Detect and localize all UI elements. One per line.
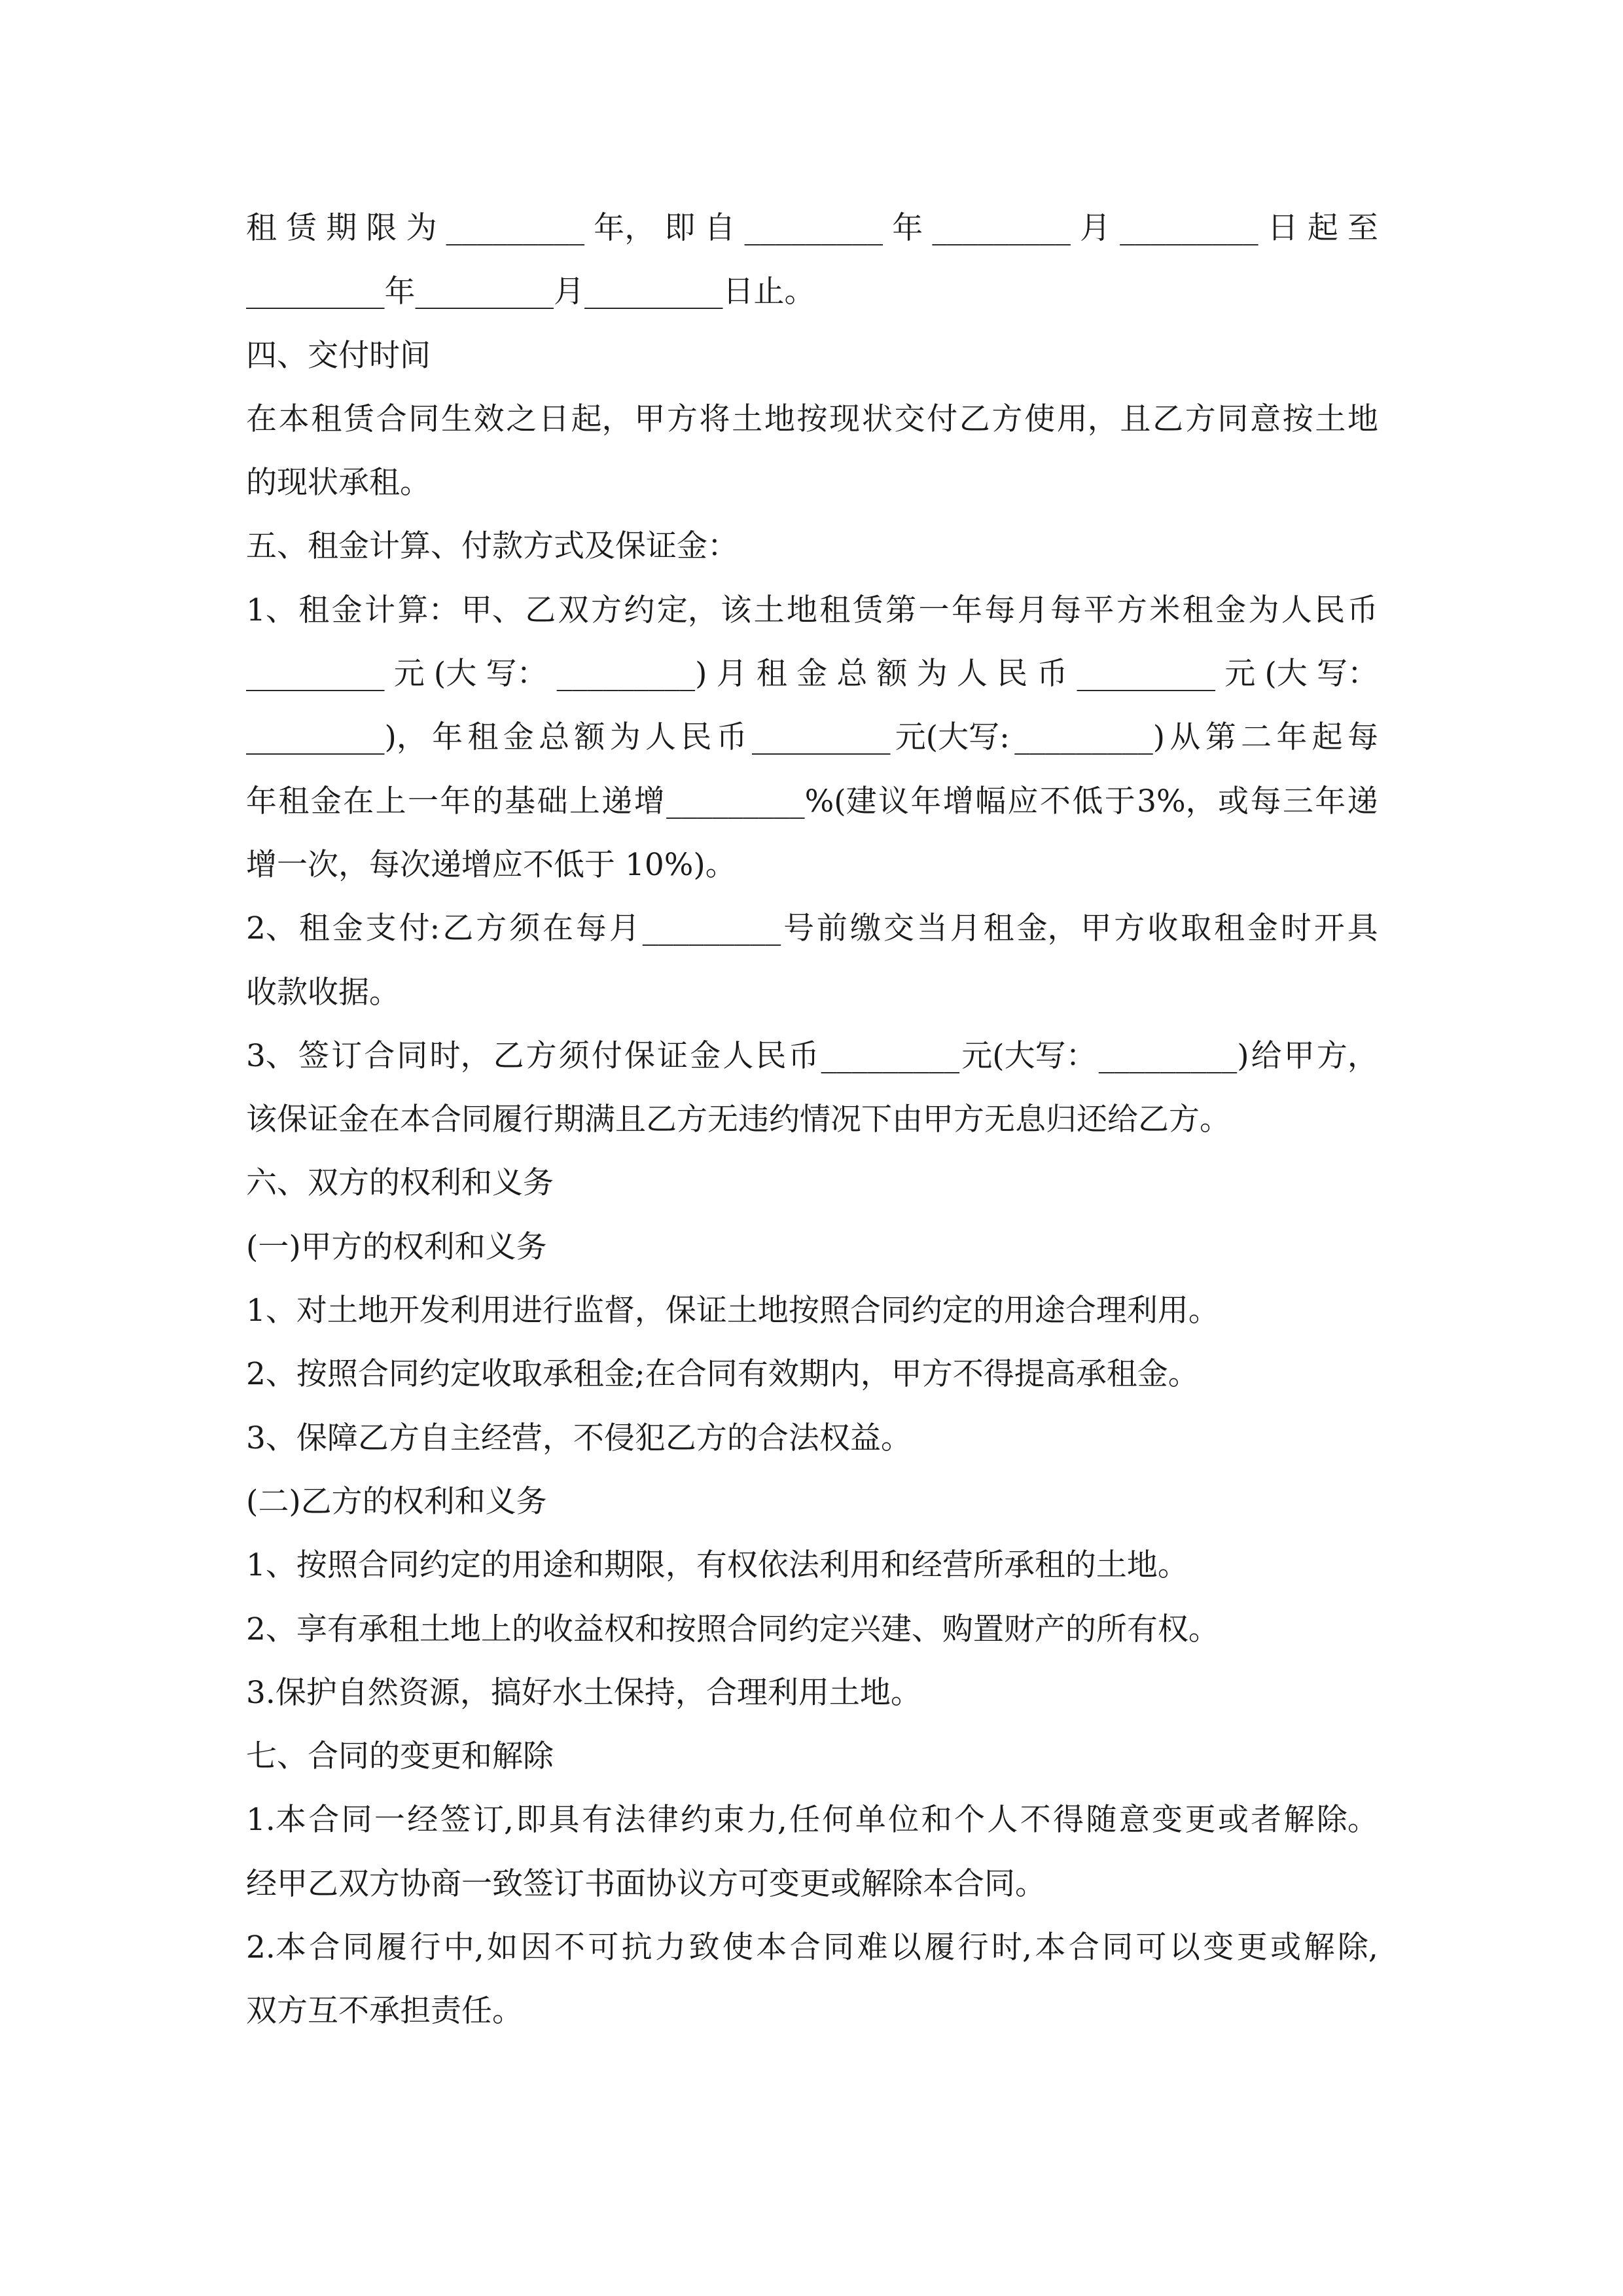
line-segment: 币 — [1037, 656, 1068, 692]
line-segment: 开 — [1313, 910, 1345, 947]
line-segment: 具 — [548, 1802, 580, 1839]
line-segment: 甲、 — [461, 592, 523, 628]
document-line — [246, 579, 1378, 642]
line-segment: 即 — [516, 1802, 547, 1839]
line-segment: 行 — [410, 1929, 441, 1966]
line-segment: _________)， — [246, 719, 427, 756]
line-segment: 金 — [503, 719, 534, 756]
line-segment: 合 — [1068, 1929, 1099, 1966]
line-segment: 同 — [341, 1802, 372, 1839]
line-segment: 起 — [1311, 719, 1343, 756]
line-segment: 或 — [1218, 783, 1249, 819]
line-segment: 第 — [1205, 719, 1236, 756]
line-segment: 租 — [756, 656, 787, 692]
line-segment: 3、 — [246, 1037, 296, 1074]
line-segment: _________ — [751, 719, 891, 756]
document-line: (二)乙方的权利和义务 — [246, 1483, 547, 1520]
line-segment: 更 — [1236, 1929, 1268, 1966]
line-segment: 签 — [440, 1802, 471, 1839]
line-segment: 日 — [538, 401, 569, 437]
line-segment: 方 — [991, 401, 1023, 437]
line-segment: 币 — [788, 1037, 819, 1074]
line-segment: 交 — [883, 910, 914, 947]
line-segment: 租 — [983, 910, 1014, 947]
line-segment: 年 — [440, 783, 471, 819]
line-segment: 方， — [1316, 1037, 1378, 1074]
line-segment: 起， — [571, 401, 633, 437]
line-segment: 幅 — [975, 783, 1007, 819]
line-segment: 用， — [1056, 401, 1118, 437]
line-segment: 第 — [885, 592, 917, 628]
line-segment: 方 — [591, 592, 622, 628]
line-segment: 乙 — [959, 401, 990, 437]
line-segment: 解 — [1304, 1929, 1335, 1966]
line-segment: 金 — [690, 1037, 721, 1074]
line-segment: 同 — [823, 1929, 855, 1966]
line-segment: 金， — [1016, 910, 1079, 947]
line-segment: 订, — [473, 1802, 514, 1839]
line-segment: 民 — [1314, 592, 1346, 628]
line-segment: 一 — [374, 1802, 405, 1839]
document-line — [246, 196, 1378, 260]
document-line: 双方互不承担责任。 — [246, 1993, 523, 2030]
line-segment: 不 — [554, 1929, 585, 1966]
line-segment: 得 — [1053, 1802, 1084, 1839]
line-segment: 人 — [987, 1802, 1018, 1839]
line-segment: 方 — [666, 401, 698, 437]
line-segment: 土 — [732, 401, 763, 437]
line-segment: 如 — [487, 1929, 518, 1966]
line-segment: 同 — [342, 1929, 374, 1966]
line-segment: (大 — [1264, 656, 1308, 692]
line-segment: 合 — [364, 1037, 395, 1074]
line-segment: 土 — [1315, 401, 1346, 437]
line-segment: 缴 — [849, 910, 881, 947]
line-segment: 保 — [624, 1037, 655, 1074]
line-segment: 抗 — [621, 1929, 652, 1966]
line-segment: 任 — [789, 1802, 821, 1839]
line-segment: 同 — [1102, 1929, 1133, 1966]
line-segment: 人 — [722, 1037, 754, 1074]
line-segment: 人 — [956, 656, 988, 692]
line-segment: 人 — [1281, 592, 1312, 628]
line-segment: 为 — [406, 210, 437, 246]
line-segment: 者 — [1251, 1802, 1282, 1839]
line-segment: 变 — [1203, 1929, 1234, 1966]
line-segment: _________ — [744, 210, 883, 246]
document-line — [246, 642, 1378, 706]
line-segment: 同 — [397, 1037, 428, 1074]
line-segment: 租 — [298, 592, 330, 628]
line-segment: 收 — [1147, 910, 1179, 947]
line-segment: 按 — [1282, 401, 1313, 437]
line-segment: 难 — [857, 1929, 888, 1966]
document-line: 的现状承租。 — [246, 465, 431, 501]
line-segment: 年 — [1276, 719, 1308, 756]
line-segment: 租 — [298, 910, 330, 947]
line-segment: 乙 — [493, 1037, 524, 1074]
line-segment: 订 — [331, 1037, 363, 1074]
line-segment: 写： — [1316, 656, 1378, 692]
document-line: 六、双方的权利和义务 — [246, 1165, 554, 1202]
line-segment: 履 — [924, 1929, 955, 1966]
line-segment: 约 — [681, 1802, 712, 1839]
line-segment: 总 — [836, 656, 868, 692]
line-segment: 且 — [1120, 401, 1151, 437]
line-segment: 履 — [376, 1929, 408, 1966]
line-segment: 变 — [1152, 1802, 1183, 1839]
line-segment: 赁 — [852, 592, 883, 628]
line-segment: 元 — [393, 656, 425, 692]
line-segment: 方 — [1116, 592, 1147, 628]
line-segment: 时， — [429, 1037, 491, 1074]
line-segment: 时 — [1280, 910, 1311, 947]
line-segment: 即 — [664, 210, 696, 246]
line-segment: 律 — [647, 1802, 679, 1839]
line-segment: _________) — [1098, 1037, 1249, 1074]
line-segment: 金 — [310, 783, 342, 819]
line-segment: 本 — [278, 401, 310, 437]
line-segment: 每 — [984, 592, 1016, 628]
line-segment: 不 — [1020, 1802, 1051, 1839]
line-segment: 一 — [407, 783, 438, 819]
line-segment: 位 — [888, 1802, 919, 1839]
line-segment: 须 — [509, 910, 541, 947]
line-segment: 行 — [957, 1929, 989, 1966]
line-segment: 租 — [246, 210, 277, 246]
line-segment: 增 — [942, 783, 974, 819]
line-segment: _________%(建 — [666, 783, 877, 819]
line-segment: 月 — [716, 656, 747, 692]
line-segment: 人 — [645, 719, 677, 756]
line-segment: 双 — [558, 592, 589, 628]
document-line: 七、合同的变更和解除 — [246, 1738, 554, 1775]
line-segment: 月 — [1017, 592, 1048, 628]
line-segment: 签 — [298, 1037, 330, 1074]
line-segment: 每 — [1250, 783, 1281, 819]
line-segment: 2、 — [246, 910, 296, 947]
line-segment: 解 — [1283, 1802, 1315, 1839]
line-segment: 单 — [855, 1802, 886, 1839]
line-segment: 可 — [1135, 1929, 1167, 1966]
line-segment: 约 — [624, 592, 655, 628]
document-line: 3、保障乙方自主经营，不侵犯乙方的合法权益。 — [246, 1420, 912, 1456]
line-segment: 同 — [1217, 401, 1249, 437]
line-segment: 一 — [918, 592, 950, 628]
line-segment: 额 — [876, 656, 908, 692]
line-segment: 租 — [819, 592, 851, 628]
line-segment: 每 — [1050, 592, 1082, 628]
line-segment: 中, — [443, 1929, 484, 1966]
line-segment: 该 — [721, 592, 752, 628]
line-segment: 地 — [786, 592, 817, 628]
line-segment: 力 — [655, 1929, 687, 1966]
line-segment: 时, — [991, 1929, 1032, 1966]
line-segment: 地 — [764, 401, 795, 437]
line-segment: 以 — [890, 1929, 921, 1966]
document-line: 1、对土地开发利用进行监督，保证土地按照合同约定的用途合理利用。 — [246, 1293, 1219, 1329]
line-segment: 为 — [916, 656, 948, 692]
line-segment: 方 — [1114, 910, 1145, 947]
line-segment: 2.本 — [246, 1929, 306, 1966]
line-segment: 按 — [796, 401, 828, 437]
line-segment: 为 — [1248, 592, 1279, 628]
line-segment: 号 — [783, 910, 815, 947]
line-segment: 金 — [1247, 910, 1278, 947]
line-segment: 意 — [1250, 401, 1281, 437]
line-segment: _________) — [556, 656, 707, 692]
line-segment: 随 — [1086, 1802, 1117, 1839]
line-segment: 乙 — [525, 592, 556, 628]
line-segment: 为 — [609, 719, 641, 756]
line-segment: 租 — [278, 783, 310, 819]
line-segment: 有 — [582, 1802, 613, 1839]
line-segment: 年 — [246, 783, 277, 819]
line-segment: 民 — [755, 1037, 787, 1074]
line-segment: 年， — [594, 210, 656, 246]
line-segment: 总 — [539, 719, 570, 756]
document-line — [246, 706, 1378, 769]
line-segment: 合 — [308, 1802, 340, 1839]
line-segment: 金 — [1215, 592, 1247, 628]
line-segment: 民 — [997, 656, 1028, 692]
line-segment: 除。 — [1316, 1802, 1378, 1839]
line-segment: 月 — [950, 910, 981, 947]
line-segment: 除, — [1337, 1929, 1378, 1966]
line-segment: 须 — [558, 1037, 590, 1074]
line-segment: 至 — [1347, 210, 1378, 246]
line-segment: 状 — [861, 401, 893, 437]
contract-page — [246, 196, 1378, 2043]
line-segment: 3%， — [1137, 783, 1217, 819]
document-line: (一)甲方的权利和义务 — [246, 1229, 547, 1265]
line-segment: 之 — [506, 401, 537, 437]
line-segment: 额 — [574, 719, 605, 756]
line-segment: 付 — [927, 401, 958, 437]
document-line: 2、按照合同约定收取承租金;在合同有效期内，甲方不得提高承租金。 — [246, 1356, 1199, 1393]
line-segment: 法 — [615, 1802, 646, 1839]
line-segment: _________ — [246, 656, 385, 692]
line-segment: _________ — [932, 210, 1071, 246]
line-segment: 致 — [688, 1929, 720, 1966]
line-segment: 证 — [657, 1037, 688, 1074]
line-segment: 金 — [332, 910, 363, 947]
line-segment: 年 — [432, 719, 463, 756]
line-segment: 每 — [575, 910, 607, 947]
line-segment: 合 — [309, 1929, 340, 1966]
line-segment: 取 — [1181, 910, 1212, 947]
line-segment: 定， — [656, 592, 719, 628]
line-segment: 1、 — [246, 592, 296, 628]
line-segment: 付: — [399, 910, 440, 947]
line-segment: 金 — [331, 592, 363, 628]
line-segment: 租 — [1182, 592, 1213, 628]
line-segment: 将 — [699, 401, 730, 437]
line-segment: 应 — [1007, 783, 1039, 819]
line-segment: 给 — [1251, 1037, 1282, 1074]
line-segment: 意 — [1118, 1802, 1150, 1839]
line-segment: 础 — [537, 783, 568, 819]
line-segment: 甲 — [1283, 1037, 1315, 1074]
line-segment: 乙 — [1152, 401, 1184, 437]
line-segment: 以 — [1169, 1929, 1200, 1966]
line-segment: 甲 — [634, 401, 666, 437]
line-segment: 元 — [1224, 656, 1256, 692]
line-segment: 期 — [326, 210, 357, 246]
line-segment: _________ — [1077, 656, 1216, 692]
line-segment: 地 — [1347, 401, 1378, 437]
line-segment: 年 — [910, 783, 942, 819]
line-segment: 年 — [951, 592, 982, 628]
line-segment: 平 — [1083, 592, 1115, 628]
document-line — [246, 387, 1378, 451]
line-segment: 租 — [311, 401, 342, 437]
line-segment: 二 — [1241, 719, 1272, 756]
line-segment: 递 — [601, 783, 633, 819]
line-segment: 或 — [1270, 1929, 1302, 1966]
line-segment: 在 — [343, 783, 374, 819]
line-segment: 租 — [1214, 910, 1245, 947]
line-segment: _________ — [1120, 210, 1258, 246]
line-segment: 从 — [1169, 719, 1201, 756]
line-segment: 元(大写： — [961, 1037, 1097, 1074]
line-segment: 金 — [796, 656, 828, 692]
line-segment: 1.本 — [246, 1802, 306, 1839]
document-line — [246, 770, 1378, 833]
line-segment: 方 — [1185, 401, 1216, 437]
line-segment: 币 — [1347, 592, 1378, 628]
line-segment: 支 — [365, 910, 397, 947]
line-segment: 因 — [520, 1929, 552, 1966]
line-segment: 上 — [569, 783, 600, 819]
line-segment: 效 — [473, 401, 505, 437]
line-segment: 起 — [1307, 210, 1338, 246]
line-segment: 赁 — [343, 401, 374, 437]
line-segment: 的 — [472, 783, 503, 819]
document-line: 1、按照合同约定的用途和期限，有权依法利用和经营所承租的土地。 — [246, 1547, 1188, 1584]
line-segment: 元(大写: — [895, 719, 1010, 756]
line-segment: 可 — [588, 1929, 619, 1966]
document-line: 五、租金计算、付款方式及保证金： — [246, 528, 738, 565]
line-segment: 力, — [746, 1802, 787, 1839]
line-segment: 或 — [1217, 1802, 1249, 1839]
line-segment: 具 — [1347, 910, 1378, 947]
line-segment: 币 — [716, 719, 747, 756]
document-line: 3.保护自然资源，搞好水土保持，合理利用土地。 — [246, 1674, 921, 1711]
document-line: 经甲乙双方协商一致签订书面协议方可变更或解除本合同。 — [246, 1865, 1046, 1902]
line-segment: 三 — [1282, 783, 1313, 819]
document-line: 增一次，每次递增应不低于 10%)。 — [246, 846, 736, 883]
line-segment: 日 — [1267, 210, 1298, 246]
document-line: 2、享有承租土地上的收益权和按照合同约定兴建、购置财产的所有权。 — [246, 1611, 1219, 1647]
line-segment: 甲 — [1080, 910, 1112, 947]
line-segment: _________ — [446, 210, 585, 246]
line-segment: 基 — [505, 783, 536, 819]
document-line — [246, 897, 1378, 960]
line-segment: 土 — [753, 592, 785, 628]
line-segment: 赁 — [286, 210, 317, 246]
document-line — [246, 1788, 1378, 1852]
line-segment: _________ — [821, 1037, 960, 1074]
line-segment: 自 — [704, 210, 736, 246]
document-line — [246, 1916, 1378, 1979]
line-segment: 方 — [476, 910, 507, 947]
line-segment: 方 — [526, 1037, 557, 1074]
line-segment: 使 — [1024, 401, 1056, 437]
line-segment: 在 — [543, 910, 573, 947]
line-segment: 使 — [722, 1929, 753, 1966]
line-segment: 每 — [1347, 719, 1378, 756]
line-segment: 经 — [407, 1802, 438, 1839]
line-segment: 本 — [756, 1929, 787, 1966]
line-segment: 增 — [633, 783, 665, 819]
line-segment: 低 — [1072, 783, 1103, 819]
line-segment: 递 — [1347, 783, 1378, 819]
line-segment: 不 — [1039, 783, 1071, 819]
line-segment: 月 — [1080, 210, 1111, 246]
line-segment: 同 — [408, 401, 440, 437]
document-line: _________年_________月_________日止。 — [246, 274, 815, 310]
line-segment: 在 — [246, 401, 277, 437]
line-segment: 年 — [892, 210, 923, 246]
document-line — [246, 1024, 1378, 1088]
line-segment: 交 — [894, 401, 925, 437]
line-segment: 计 — [365, 592, 396, 628]
line-segment: 和 — [921, 1802, 952, 1839]
line-segment: 议 — [878, 783, 909, 819]
line-segment: 算： — [397, 592, 459, 628]
line-segment: 当 — [916, 910, 948, 947]
line-segment: 束 — [713, 1802, 745, 1839]
line-segment: 上 — [375, 783, 406, 819]
line-segment: 乙 — [442, 910, 474, 947]
line-segment: (大 — [433, 656, 477, 692]
document-line: 该保证金在本合同履行期满且乙方无违约情况下由甲方无息归还给乙方。 — [246, 1102, 1230, 1138]
line-segment: 前 — [817, 910, 848, 947]
line-segment: 现 — [829, 401, 861, 437]
line-segment: 年 — [1315, 783, 1346, 819]
line-segment: _________) — [1014, 719, 1166, 756]
line-segment: 本 — [1035, 1929, 1066, 1966]
line-segment: 生 — [440, 401, 472, 437]
line-segment: 个 — [954, 1802, 985, 1839]
line-segment: 米 — [1149, 592, 1181, 628]
line-segment: 何 — [822, 1802, 853, 1839]
line-segment: 写： — [486, 656, 548, 692]
line-segment: _________ — [642, 910, 781, 947]
line-segment: 月 — [609, 910, 640, 947]
line-segment: 于 — [1104, 783, 1135, 819]
document-line: 收款收据。 — [246, 974, 400, 1011]
line-segment: 限 — [366, 210, 397, 246]
line-segment: 付 — [591, 1037, 622, 1074]
line-segment: 更 — [1185, 1802, 1216, 1839]
line-segment: 租 — [467, 719, 499, 756]
line-segment: 合 — [789, 1929, 821, 1966]
line-segment: 合 — [376, 401, 407, 437]
line-segment: 民 — [681, 719, 712, 756]
document-line: 四、交付时间 — [246, 337, 431, 374]
